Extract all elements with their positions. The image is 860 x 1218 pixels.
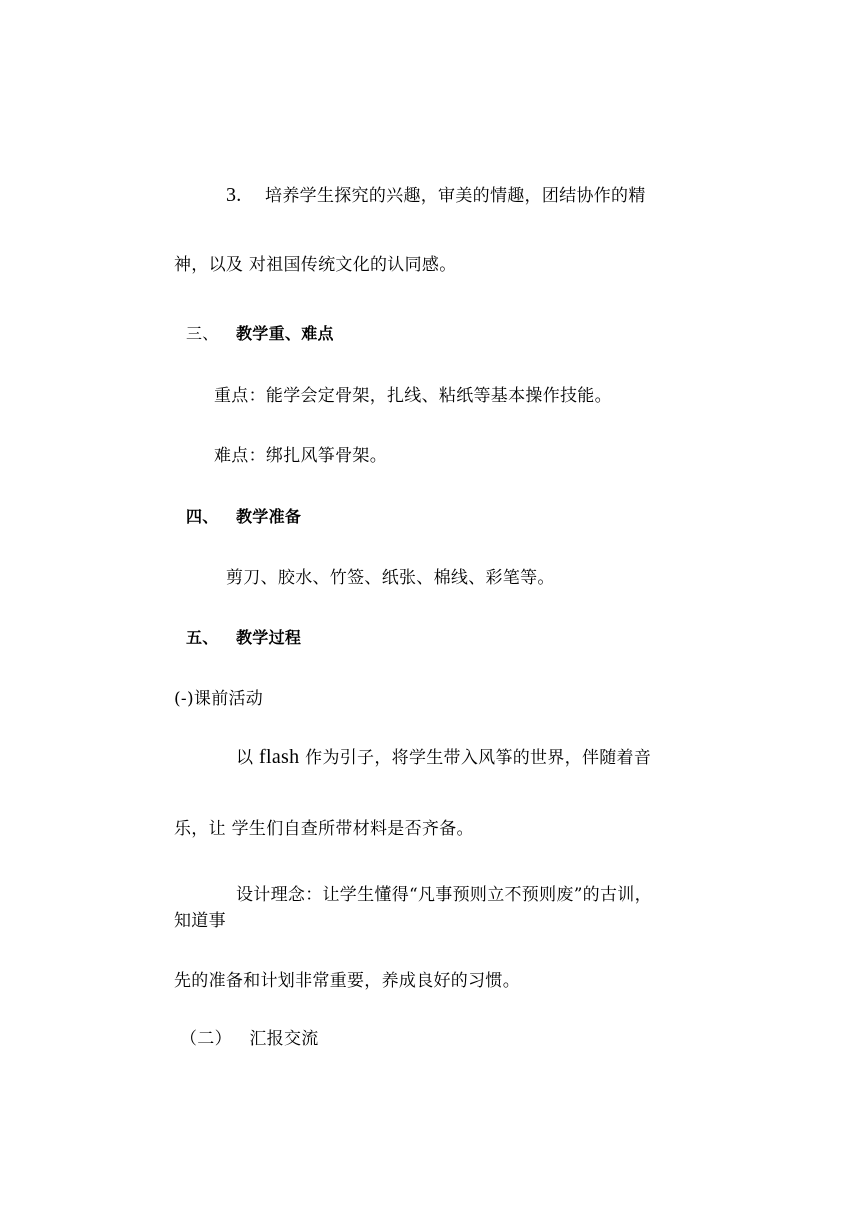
design-concept-line-1: 设计理念：让学生懂得“凡事预则立不预则废”的古训，: [236, 885, 652, 905]
section-4-title: 教学准备: [236, 507, 302, 526]
design-concept-line-2: 知道事: [174, 911, 226, 931]
materials-text: 剪刀、胶水、竹签、纸张、棉线、彩笔等。: [226, 568, 555, 588]
section-4-heading: [186, 506, 301, 528]
subsection-2-number: （二）: [180, 1029, 232, 1049]
subsection-2-label: 汇报交流: [249, 1029, 319, 1049]
goal-3-number: 3.: [226, 184, 242, 206]
activity-paragraph-line-1: [236, 746, 651, 769]
key-point-text: 重点：能学会定骨架，扎线、粘纸等基本操作技能。: [214, 386, 612, 406]
goal-3-line-2: 神，以及 对祖国传统文化的认同感。: [174, 255, 457, 275]
section-5-title: 教学过程: [236, 628, 302, 647]
section-4-number: 四、: [186, 507, 219, 526]
flash-word: flash: [259, 746, 300, 768]
difficulty-text: 难点：绑扎风筝骨架。: [214, 446, 387, 466]
section-5-heading: [186, 627, 301, 649]
design-concept-line-3: 先的准备和计划非常重要，养成良好的习惯。: [174, 971, 520, 991]
subsection-1-title: (-)课前活动: [174, 689, 264, 709]
goal-3-line-1: [226, 184, 646, 207]
section-3-heading: [186, 323, 334, 345]
activity-paragraph-line-2: 乐，让 学生们自查所带材料是否齐备。: [174, 819, 474, 839]
section-3-title: 教学重、难点: [236, 324, 334, 343]
activity-rest: 作为引子，将学生带入风筝的世界，伴随着音: [305, 748, 652, 768]
goal-3-text-1: 培养学生探究的兴趣，审美的情趣，团结协作的精: [265, 186, 646, 206]
section-5-number: 五、: [186, 628, 219, 647]
activity-prefix: 以: [236, 748, 254, 768]
subsection-2-title: [180, 1028, 319, 1050]
section-3-number: 三、: [186, 324, 219, 343]
